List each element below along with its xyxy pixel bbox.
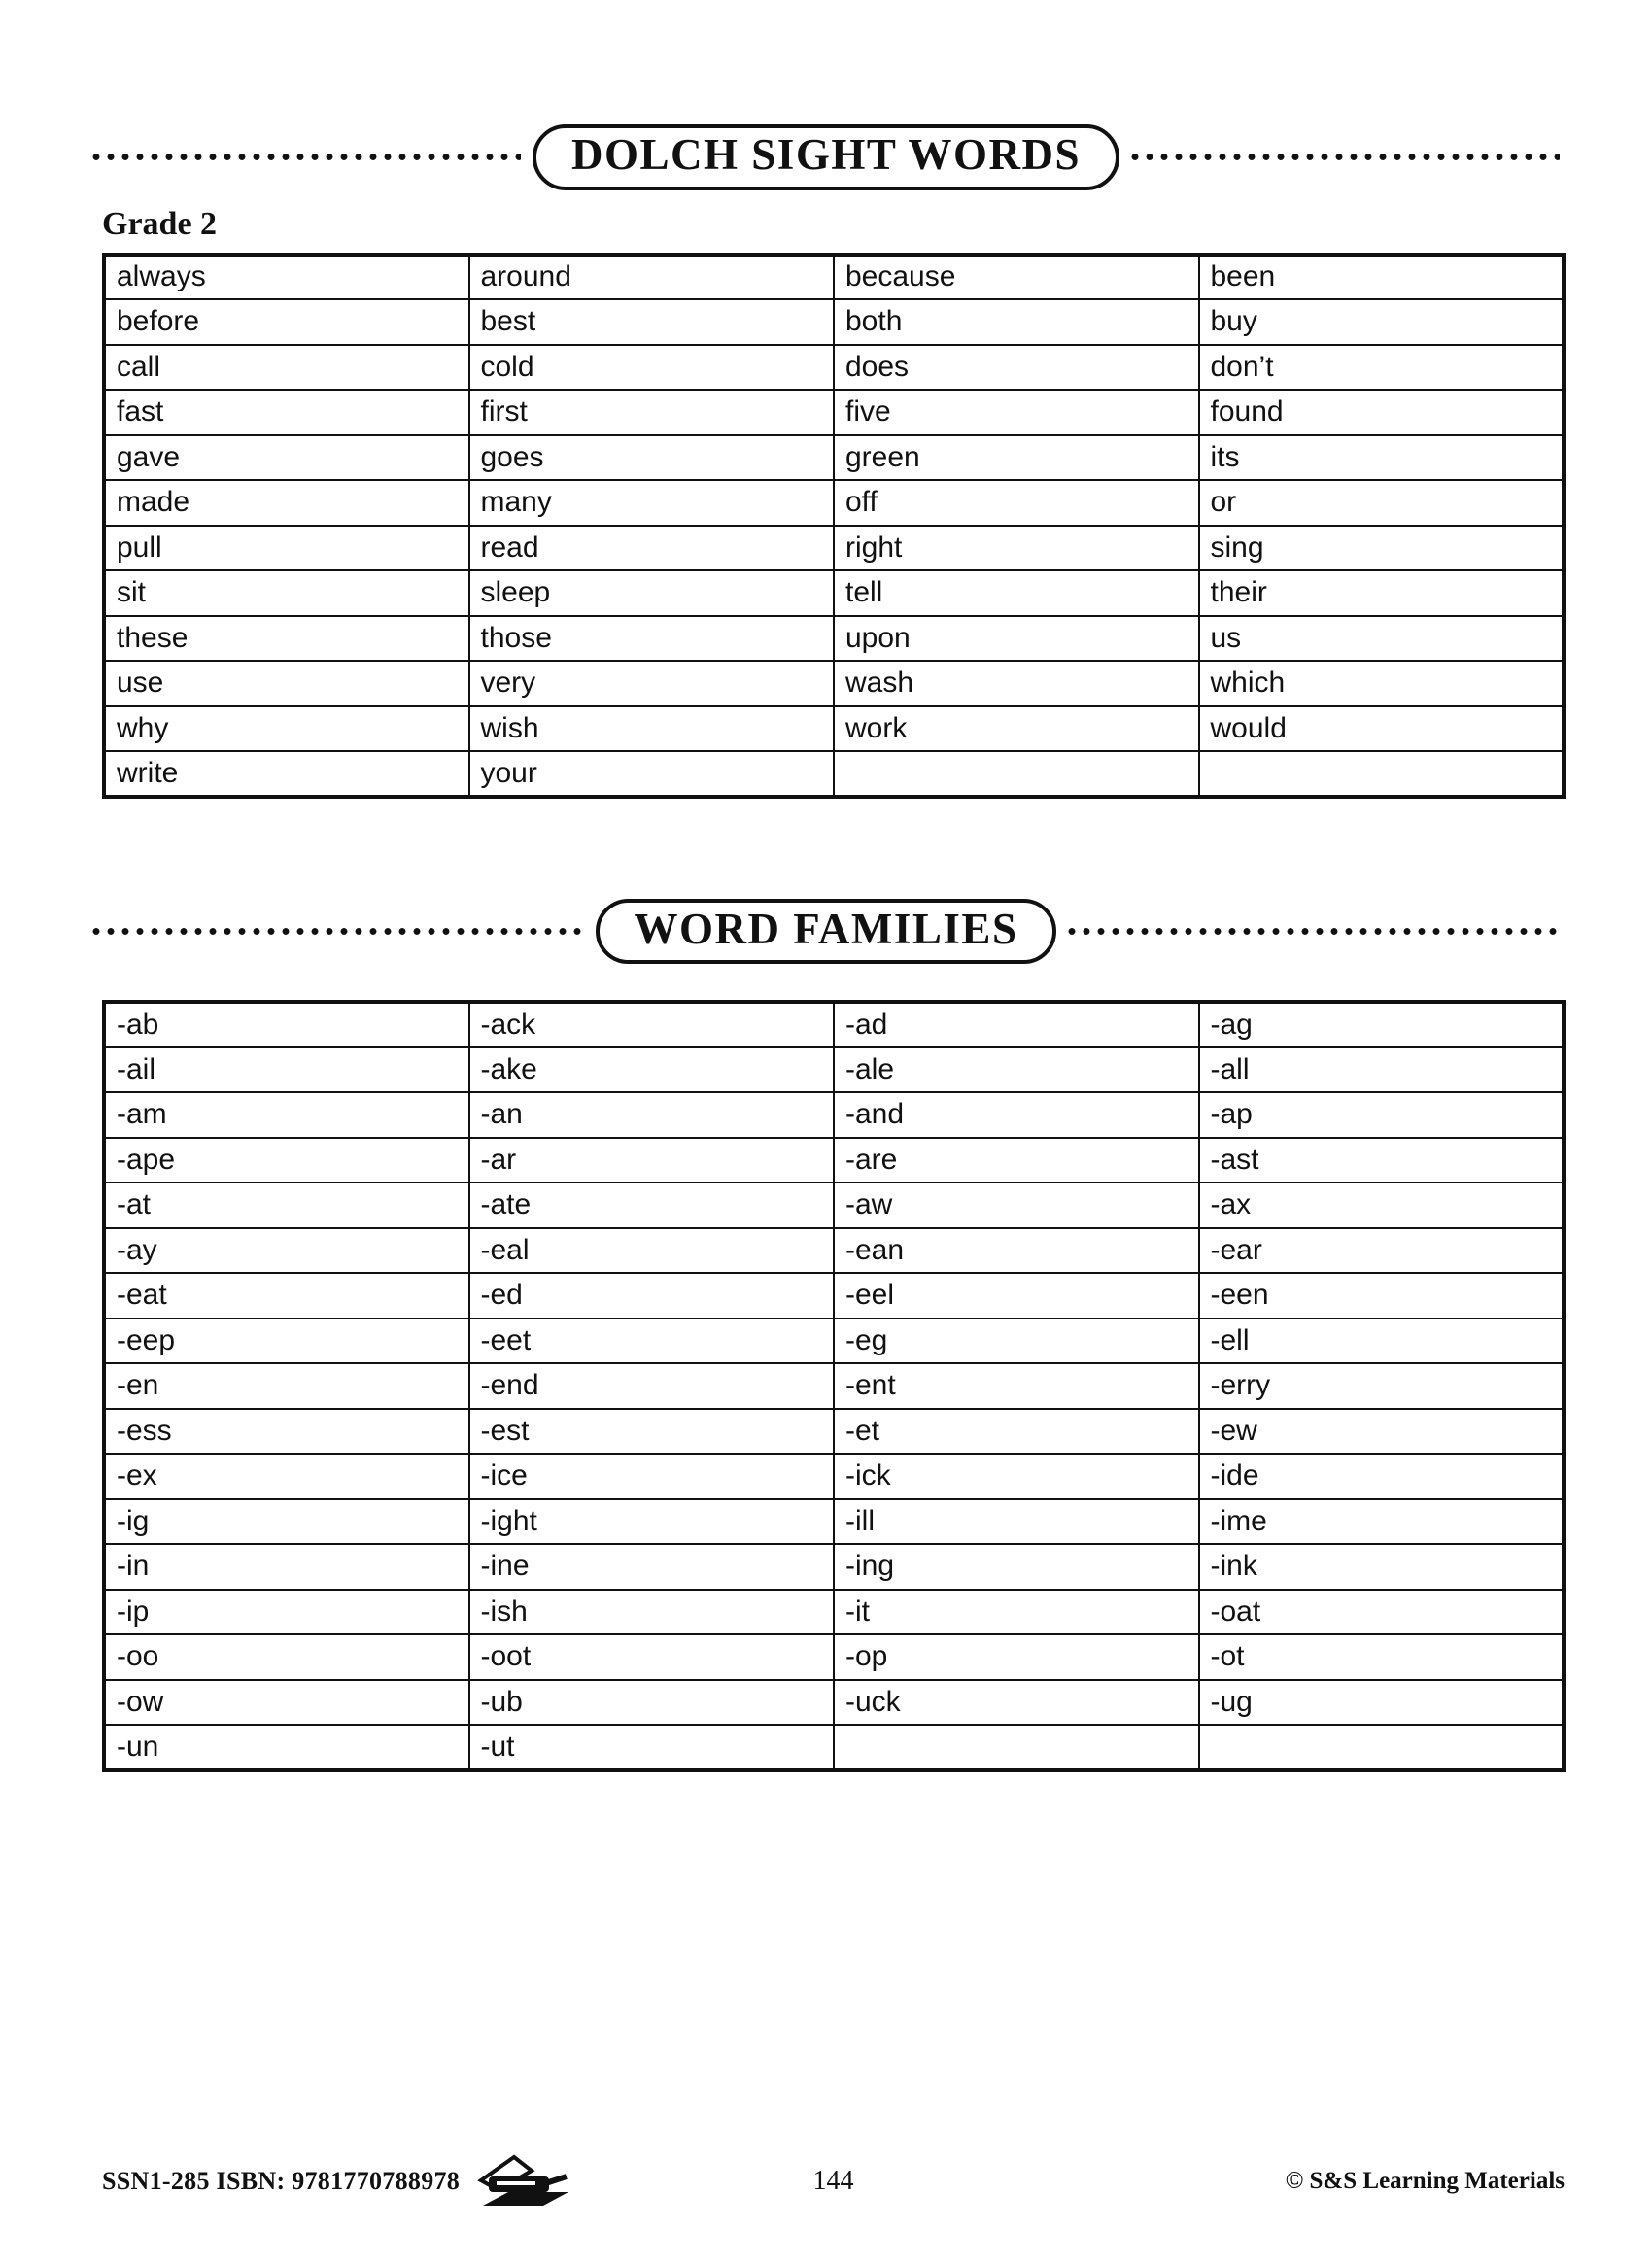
table-cell: -eal (469, 1228, 835, 1274)
section-title-dolch: DOLCH SIGHT WORDS (533, 124, 1119, 190)
table-cell: -and (834, 1092, 1199, 1138)
table-cell (834, 751, 1199, 797)
table-cell: -erry (1199, 1363, 1565, 1409)
table-cell: -ip (104, 1590, 469, 1635)
table-cell: five (834, 390, 1199, 435)
table-cell: would (1199, 706, 1565, 752)
table-cell: -est (469, 1409, 835, 1455)
table-row (104, 751, 1564, 797)
table-row (104, 255, 1564, 300)
table-row (104, 480, 1564, 526)
table-row (104, 299, 1564, 345)
table-cell: -op (834, 1634, 1199, 1680)
table-cell: -in (104, 1544, 469, 1590)
table-row (104, 1409, 1564, 1455)
dotted-rule-left (92, 927, 584, 936)
table-cell: -ast (1199, 1138, 1565, 1183)
section-header-word-families (92, 899, 1560, 965)
table-cell: -uck (834, 1680, 1199, 1726)
table-row (104, 1047, 1564, 1093)
table-cell: -oat (1199, 1590, 1565, 1635)
table-cell: -eel (834, 1273, 1199, 1319)
table-cell: -et (834, 1409, 1199, 1455)
table-cell: pull (104, 526, 469, 571)
table-cell: these (104, 616, 469, 662)
table-cell: -ish (469, 1590, 835, 1635)
table-cell: -ug (1199, 1680, 1565, 1726)
table-cell: -ick (834, 1454, 1199, 1499)
table-cell: many (469, 480, 835, 526)
table-cell: gave (104, 435, 469, 481)
table-cell: sing (1199, 526, 1565, 571)
table-cell: don’t (1199, 345, 1565, 391)
table-cell: -ag (1199, 1002, 1565, 1047)
table-cell: -ake (469, 1047, 835, 1093)
page-footer (102, 2150, 1565, 2212)
table-cell: -eg (834, 1319, 1199, 1364)
table-cell: those (469, 616, 835, 662)
table-row (104, 1634, 1564, 1680)
table-cell: best (469, 299, 835, 345)
table-cell: -ax (1199, 1182, 1565, 1228)
table-cell: -ot (1199, 1634, 1565, 1680)
table-cell: -ight (469, 1499, 835, 1545)
table-cell: buy (1199, 299, 1565, 345)
footer-left-group (102, 2151, 572, 2211)
table-cell: -ex (104, 1454, 469, 1499)
table-row (104, 1499, 1564, 1545)
worksheet-page (0, 124, 1652, 2262)
table-cell (834, 1725, 1199, 1770)
table-cell: both (834, 299, 1199, 345)
table-cell: cold (469, 345, 835, 391)
table-cell: does (834, 345, 1199, 391)
table-cell: -at (104, 1182, 469, 1228)
word-families-table (102, 1000, 1566, 1772)
page-number: 144 (812, 2166, 854, 2196)
sight-words-table (102, 253, 1566, 799)
table-cell: -am (104, 1092, 469, 1138)
table-cell: -ell (1199, 1319, 1565, 1364)
table-cell: -ab (104, 1002, 469, 1047)
table-cell: -ape (104, 1138, 469, 1183)
table-cell: off (834, 480, 1199, 526)
table-cell: very (469, 661, 835, 706)
table-cell: -een (1199, 1273, 1565, 1319)
table-cell: -it (834, 1590, 1199, 1635)
table-cell (1199, 751, 1565, 797)
table-row (104, 1590, 1564, 1635)
table-cell: sleep (469, 570, 835, 616)
table-cell: why (104, 706, 469, 752)
table-cell: goes (469, 435, 835, 481)
table-cell: before (104, 299, 469, 345)
table-cell: -ide (1199, 1454, 1565, 1499)
section-title-word-families: WORD FAMILIES (596, 899, 1057, 965)
table-cell: -oot (469, 1634, 835, 1680)
table-cell: -ine (469, 1544, 835, 1590)
table-cell: -eet (469, 1319, 835, 1364)
table-cell: first (469, 390, 835, 435)
table-cell: work (834, 706, 1199, 752)
dotted-rule-left (92, 153, 521, 161)
table-cell: which (1199, 661, 1565, 706)
table-cell: -are (834, 1138, 1199, 1183)
section-header-dolch (92, 124, 1560, 190)
table-cell: fast (104, 390, 469, 435)
table-cell: -ig (104, 1499, 469, 1545)
table-cell: their (1199, 570, 1565, 616)
table-cell: -ent (834, 1363, 1199, 1409)
table-cell: always (104, 255, 469, 300)
table-cell: write (104, 751, 469, 797)
table-row (104, 435, 1564, 481)
table-row (104, 661, 1564, 706)
printing-press-icon (475, 2151, 572, 2211)
table-cell: -ess (104, 1409, 469, 1455)
table-cell: -eat (104, 1273, 469, 1319)
table-row (104, 1680, 1564, 1726)
table-cell: -ing (834, 1544, 1199, 1590)
table-row (104, 1092, 1564, 1138)
table-cell: -ow (104, 1680, 469, 1726)
table-cell: -ack (469, 1002, 835, 1047)
table-row (104, 1319, 1564, 1364)
table-cell: or (1199, 480, 1565, 526)
table-cell: -ed (469, 1273, 835, 1319)
table-cell: -ap (1199, 1092, 1565, 1138)
table-cell: -aw (834, 1182, 1199, 1228)
table-cell: -ar (469, 1138, 835, 1183)
table-cell: -ink (1199, 1544, 1565, 1590)
table-cell: -ear (1199, 1228, 1565, 1274)
dotted-rule-right (1068, 927, 1560, 936)
table-cell: been (1199, 255, 1565, 300)
table-cell: -un (104, 1725, 469, 1770)
table-cell: use (104, 661, 469, 706)
table-cell: right (834, 526, 1199, 571)
table-row (104, 1182, 1564, 1228)
dotted-rule-right (1131, 153, 1560, 161)
table-cell (1199, 1725, 1565, 1770)
table-row (104, 1363, 1564, 1409)
table-row (104, 570, 1564, 616)
table-cell: -ale (834, 1047, 1199, 1093)
table-cell: around (469, 255, 835, 300)
table-cell: -ub (469, 1680, 835, 1726)
table-row (104, 1273, 1564, 1319)
table-cell: us (1199, 616, 1565, 662)
table-cell: its (1199, 435, 1565, 481)
table-cell: read (469, 526, 835, 571)
table-cell: because (834, 255, 1199, 300)
table-row (104, 1544, 1564, 1590)
table-row (104, 1454, 1564, 1499)
table-row (104, 706, 1564, 752)
table-cell: -end (469, 1363, 835, 1409)
table-row (104, 1725, 1564, 1770)
table-row (104, 526, 1564, 571)
table-row (104, 1228, 1564, 1274)
table-cell: -ean (834, 1228, 1199, 1274)
table-cell: your (469, 751, 835, 797)
copyright-text: © S&S Learning Materials (1285, 2168, 1565, 2194)
table-cell: wash (834, 661, 1199, 706)
table-cell: wish (469, 706, 835, 752)
isbn-text: SSN1-285 ISBN: 9781770788978 (102, 2167, 461, 2195)
table-cell: call (104, 345, 469, 391)
table-cell: -ew (1199, 1409, 1565, 1455)
table-cell: green (834, 435, 1199, 481)
table-cell: -ail (104, 1047, 469, 1093)
table-cell: -ice (469, 1454, 835, 1499)
table-cell: -ad (834, 1002, 1199, 1047)
table-cell: -en (104, 1363, 469, 1409)
table-cell: -eep (104, 1319, 469, 1364)
table-cell: -ay (104, 1228, 469, 1274)
table-cell: -all (1199, 1047, 1565, 1093)
table-cell: -ate (469, 1182, 835, 1228)
table-cell: -oo (104, 1634, 469, 1680)
table-cell: sit (104, 570, 469, 616)
table-cell: -ill (834, 1499, 1199, 1545)
table-cell: -ut (469, 1725, 835, 1770)
word-families-table-wrap (102, 1000, 1566, 1772)
table-row (104, 1138, 1564, 1183)
table-row (104, 390, 1564, 435)
table-row (104, 345, 1564, 391)
sight-words-table-wrap (102, 253, 1566, 799)
table-cell: tell (834, 570, 1199, 616)
table-cell: -an (469, 1092, 835, 1138)
table-row (104, 616, 1564, 662)
table-cell: upon (834, 616, 1199, 662)
table-cell: -ime (1199, 1499, 1565, 1545)
table-cell: found (1199, 390, 1565, 435)
table-cell: made (104, 480, 469, 526)
grade-label: Grade 2 (102, 205, 218, 242)
table-row (104, 1002, 1564, 1047)
